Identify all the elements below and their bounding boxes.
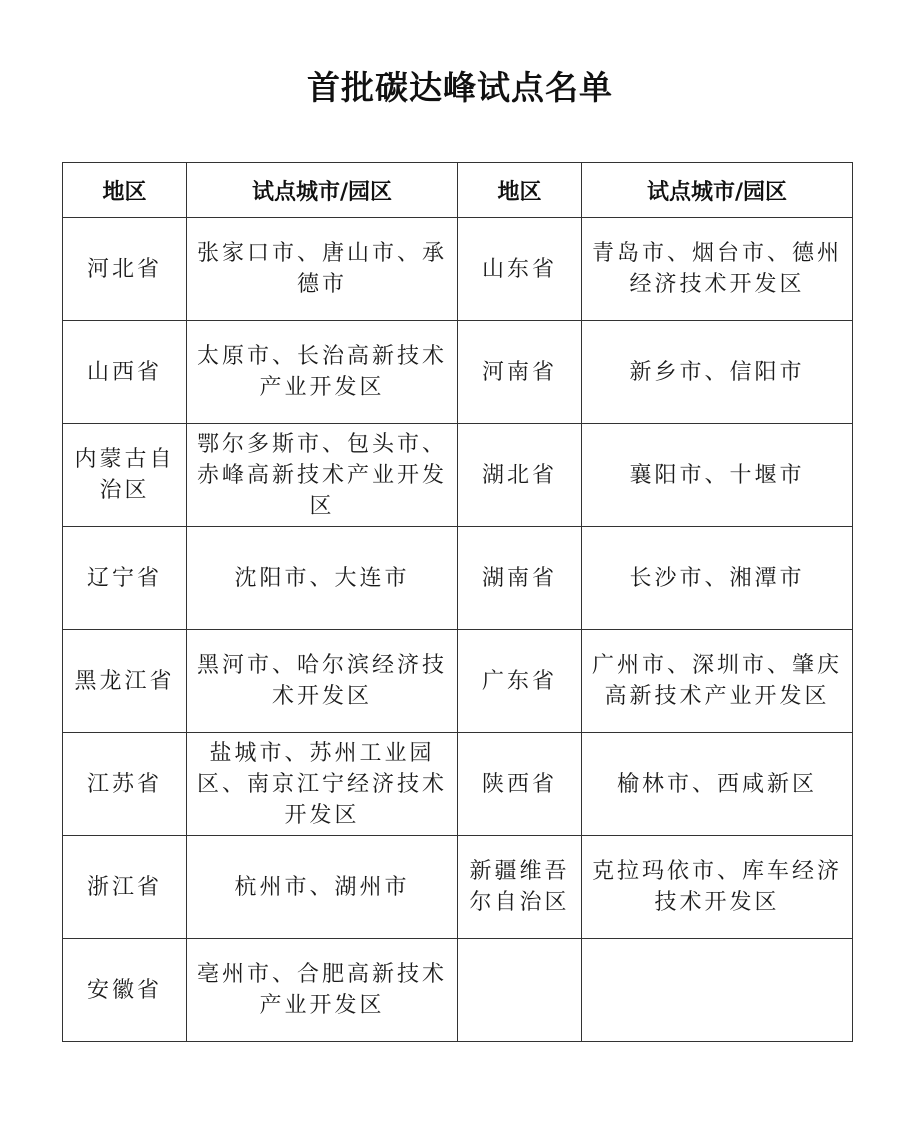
table-header (63, 163, 853, 218)
cities-cell: 襄阳市、十堰市 (582, 424, 853, 527)
region-cell: 山西省 (63, 321, 187, 424)
region-cell: 湖北省 (458, 424, 582, 527)
table-row (63, 733, 853, 836)
cities-cell: 沈阳市、大连市 (187, 527, 458, 630)
region-cell: 辽宁省 (63, 527, 187, 630)
region-cell: 内蒙古自治区 (63, 424, 187, 527)
cities-cell: 太原市、长治高新技术产业开发区 (187, 321, 458, 424)
cities-cell: 广州市、深圳市、肇庆高新技术产业开发区 (582, 630, 853, 733)
cities-cell: 张家口市、唐山市、承德市 (187, 218, 458, 321)
header-region-right: 地区 (458, 163, 582, 218)
table-row (63, 836, 853, 939)
table-row (63, 218, 853, 321)
pilot-list-table (62, 162, 853, 1042)
region-cell: 浙江省 (63, 836, 187, 939)
cities-cell: 新乡市、信阳市 (582, 321, 853, 424)
region-cell: 新疆维吾尔自治区 (458, 836, 582, 939)
cities-cell: 克拉玛依市、库车经济技术开发区 (582, 836, 853, 939)
cities-cell: 盐城市、苏州工业园区、南京江宁经济技术开发区 (187, 733, 458, 836)
cities-cell: 榆林市、西咸新区 (582, 733, 853, 836)
table-row (63, 321, 853, 424)
empty-cell (582, 939, 853, 1042)
region-cell: 安徽省 (63, 939, 187, 1042)
table-row (63, 424, 853, 527)
cities-cell: 长沙市、湘潭市 (582, 527, 853, 630)
region-cell: 广东省 (458, 630, 582, 733)
cities-cell: 黑河市、哈尔滨经济技术开发区 (187, 630, 458, 733)
header-region-left: 地区 (63, 163, 187, 218)
region-cell: 黑龙江省 (63, 630, 187, 733)
cities-cell: 杭州市、湖州市 (187, 836, 458, 939)
header-cities-right: 试点城市/园区 (582, 163, 853, 218)
table-row (63, 939, 853, 1042)
region-cell: 河南省 (458, 321, 582, 424)
table-row (63, 630, 853, 733)
table-body (63, 218, 853, 1042)
page-title: 首批碳达峰试点名单 (307, 68, 613, 107)
region-cell: 河北省 (63, 218, 187, 321)
region-cell: 陕西省 (458, 733, 582, 836)
cities-cell: 亳州市、合肥高新技术产业开发区 (187, 939, 458, 1042)
cities-cell: 鄂尔多斯市、包头市、赤峰高新技术产业开发区 (187, 424, 458, 527)
region-cell: 湖南省 (458, 527, 582, 630)
header-cities-left: 试点城市/园区 (187, 163, 458, 218)
cities-cell: 青岛市、烟台市、德州经济技术开发区 (582, 218, 853, 321)
region-cell: 山东省 (458, 218, 582, 321)
region-cell: 江苏省 (63, 733, 187, 836)
header-row (63, 163, 853, 218)
empty-cell (458, 939, 582, 1042)
table-row (63, 527, 853, 630)
